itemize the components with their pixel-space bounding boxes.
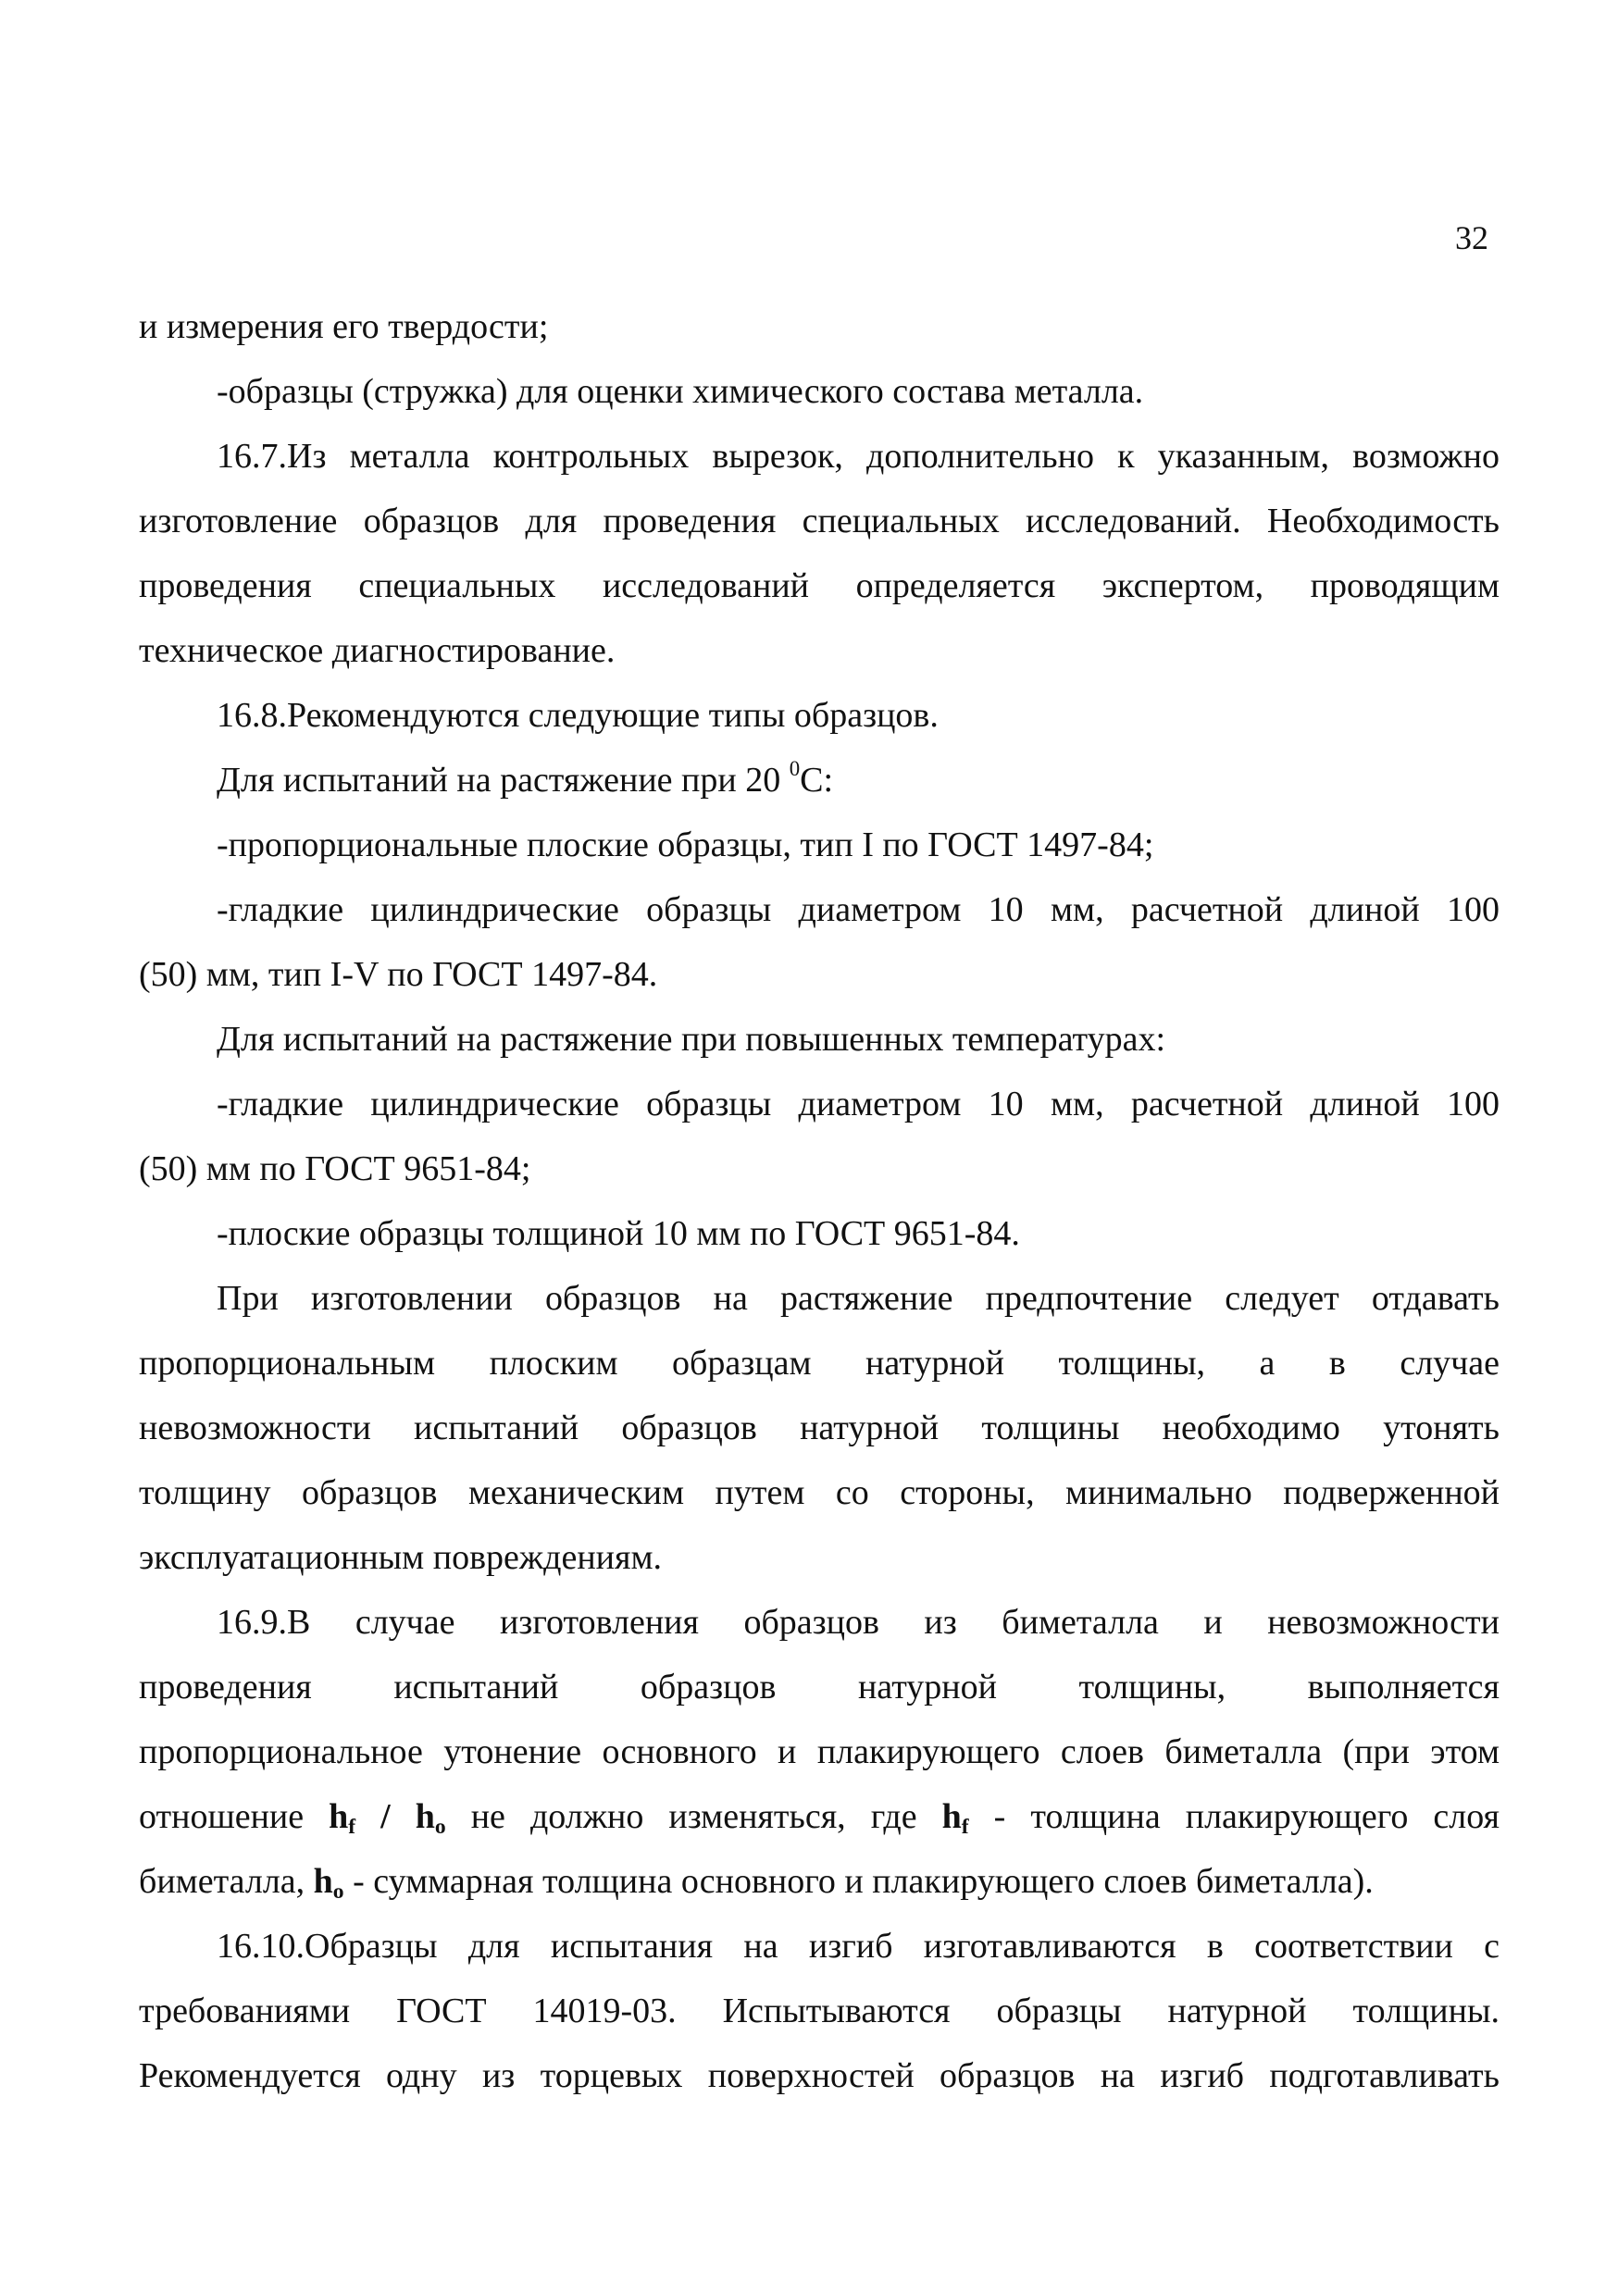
text-line: и измерения его твердости;: [139, 307, 549, 346]
text-span: - суммарная толщина основного и плакирующего слоев биметалла).: [343, 1862, 1374, 1901]
symbol-ho: [313, 1862, 344, 1904]
text-span: - толщина плакирующего слоя: [968, 1797, 1500, 1836]
symbol-hf: [329, 1797, 356, 1839]
text-line: Для испытаний на растяжение при повышенных температурах:: [217, 1020, 1165, 1059]
degree-superscript: 0: [789, 756, 801, 780]
symbol-base: h: [415, 1797, 435, 1836]
text-line: При изготовлении образцов на растяжение предпочтение следует отдавать: [217, 1279, 1500, 1318]
text-line: пропорциональное утонение основного и плакирующего слоев биметалла (при этом: [139, 1732, 1500, 1771]
text-line: -гладкие цилиндрические образцы диаметром 10 мм, расчетной длиной 100: [217, 890, 1500, 929]
text-line: -образцы (стружка) для оценки химического состава металла.: [217, 372, 1144, 411]
symbol-ho: [415, 1797, 446, 1839]
paragraph-16-7: 16.7.Из металла контрольных вырезок, дополнительно к указанным, возможно: [217, 437, 1500, 476]
text-line: пропорциональным плоским образцам натурной толщины, а в случае: [139, 1344, 1500, 1383]
text-line: проведения испытаний образцов натурной толщины, выполняется: [139, 1668, 1500, 1706]
page-number: 32: [1455, 219, 1488, 256]
symbol-subscript: o: [332, 1879, 344, 1904]
text-span: С:: [800, 761, 834, 800]
paragraph-16-9: 16.9.В случае изготовления образцов из биметалла и невозможности: [217, 1603, 1500, 1642]
text-line: изготовление образцов для проведения специальных исследований. Необходимость: [139, 502, 1500, 540]
symbol-subscript: f: [348, 1814, 356, 1839]
symbol-separator: /: [355, 1797, 416, 1836]
text-line: [139, 748, 1500, 813]
text-line: Рекомендуется одну из торцевых поверхностей образцов на изгиб подготавливать: [139, 2056, 1500, 2095]
text-line: требованиями ГОСТ 14019-03. Испытываются образцы натурной толщины.: [139, 1992, 1500, 2030]
text-line: (50) мм, тип I-V по ГОСТ 1497-84.: [139, 955, 658, 994]
text-line: -плоские образцы толщиной 10 мм по ГОСТ 9651-84.: [217, 1214, 1020, 1253]
text-line: эксплуатационным повреждениям.: [139, 1538, 663, 1577]
text-line: техническое диагностирование.: [139, 631, 616, 670]
symbol-subscript: f: [961, 1814, 969, 1839]
text-line: [139, 1784, 1500, 1849]
text-line: (50) мм по ГОСТ 9651-84;: [139, 1149, 531, 1188]
text-span: не должно изменяться, где: [445, 1797, 942, 1836]
text-line: проведения специальных исследований определяется экспертом, проводящим: [139, 566, 1500, 605]
symbol-subscript: o: [434, 1814, 446, 1839]
text-span: отношение: [139, 1797, 330, 1836]
paragraph-16-8: 16.8.Рекомендуются следующие типы образцов.: [217, 696, 939, 735]
document-body: [139, 294, 1500, 2108]
text-span: биметалла,: [139, 1862, 314, 1901]
symbol-base: h: [941, 1797, 962, 1836]
text-line: толщину образцов механическим путем со стороны, минимально подверженной: [139, 1473, 1500, 1512]
text-span: Для испытаний на растяжение при 20: [217, 761, 790, 800]
paragraph-16-10: 16.10.Образцы для испытания на изгиб изготавливаются в соответствии с: [217, 1927, 1500, 1966]
symbol-hf: [941, 1797, 969, 1839]
symbol-base: h: [313, 1862, 333, 1901]
text-line: невозможности испытаний образцов натурной толщины необходимо утонять: [139, 1409, 1500, 1447]
symbol-base: h: [329, 1797, 349, 1836]
text-line: [139, 1849, 1500, 1914]
text-line: -пропорциональные плоские образцы, тип I по ГОСТ 1497-84;: [217, 825, 1154, 864]
text-line: -гладкие цилиндрические образцы диаметром 10 мм, расчетной длиной 100: [217, 1085, 1500, 1123]
